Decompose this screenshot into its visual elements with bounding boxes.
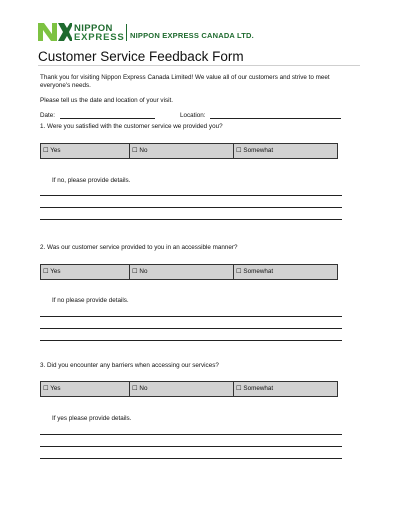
answer-line[interactable] <box>40 316 342 317</box>
location-field[interactable] <box>210 118 341 119</box>
option-somewhat-checkbox[interactable]: ☐ Somewhat <box>236 385 274 392</box>
option-no-checkbox[interactable]: ☐ No <box>130 382 234 396</box>
detail-prompt-2: If no please provide details. <box>52 297 129 304</box>
option-yes-checkbox[interactable]: ☐ Yes <box>41 144 130 158</box>
question-3: 3. Did you encounter any barriers when accessing our services? <box>40 362 219 369</box>
answer-line[interactable] <box>40 458 342 459</box>
visit-prompt: Please tell us the date and location of your visit. <box>40 97 174 104</box>
option-somewhat-checkbox[interactable]: ☐ Somewhat <box>236 147 274 154</box>
title-rule <box>38 65 360 66</box>
options-row-3 <box>40 381 338 397</box>
option-somewhat-checkbox[interactable]: ☐ Somewhat <box>236 268 274 275</box>
answer-line[interactable] <box>40 328 342 329</box>
options-row-2 <box>40 264 338 280</box>
logo-word-express: EXPRESS <box>74 32 125 43</box>
question-1: 1. Were you satisfied with the customer service we provided you? <box>40 123 223 130</box>
detail-prompt-3: If yes please provide details. <box>52 415 132 422</box>
answer-line[interactable] <box>40 340 342 341</box>
form-title: Customer Service Feedback Form <box>38 49 244 64</box>
answer-line[interactable] <box>40 434 342 435</box>
option-no-checkbox[interactable]: ☐ No <box>130 144 234 158</box>
options-row-1 <box>40 143 338 159</box>
location-label: Location: <box>180 112 206 119</box>
option-yes-checkbox[interactable]: ☐ Yes <box>41 382 130 396</box>
logo-divider <box>126 24 127 41</box>
option-yes-checkbox[interactable]: ☐ Yes <box>41 265 130 279</box>
answer-line[interactable] <box>40 446 342 447</box>
intro-text: Thank you for visiting Nippon Express Canada Limited! We value all of our customers and strive to meet everyone's needs. <box>40 74 330 89</box>
question-2: 2. Was our customer service provided to you in an accessible manner? <box>40 244 238 251</box>
nx-logo-mark <box>38 23 72 41</box>
answer-line[interactable] <box>40 219 342 220</box>
answer-line[interactable] <box>40 207 342 208</box>
answer-line[interactable] <box>40 195 342 196</box>
date-field[interactable] <box>60 118 155 119</box>
option-no-checkbox[interactable]: ☐ No <box>130 265 234 279</box>
date-label: Date: <box>40 112 56 119</box>
detail-prompt-1: If no, please provide details. <box>52 177 131 184</box>
company-name: NIPPON EXPRESS CANADA LTD. <box>130 31 254 40</box>
logo-word-nippon: NIPPON <box>74 23 113 34</box>
